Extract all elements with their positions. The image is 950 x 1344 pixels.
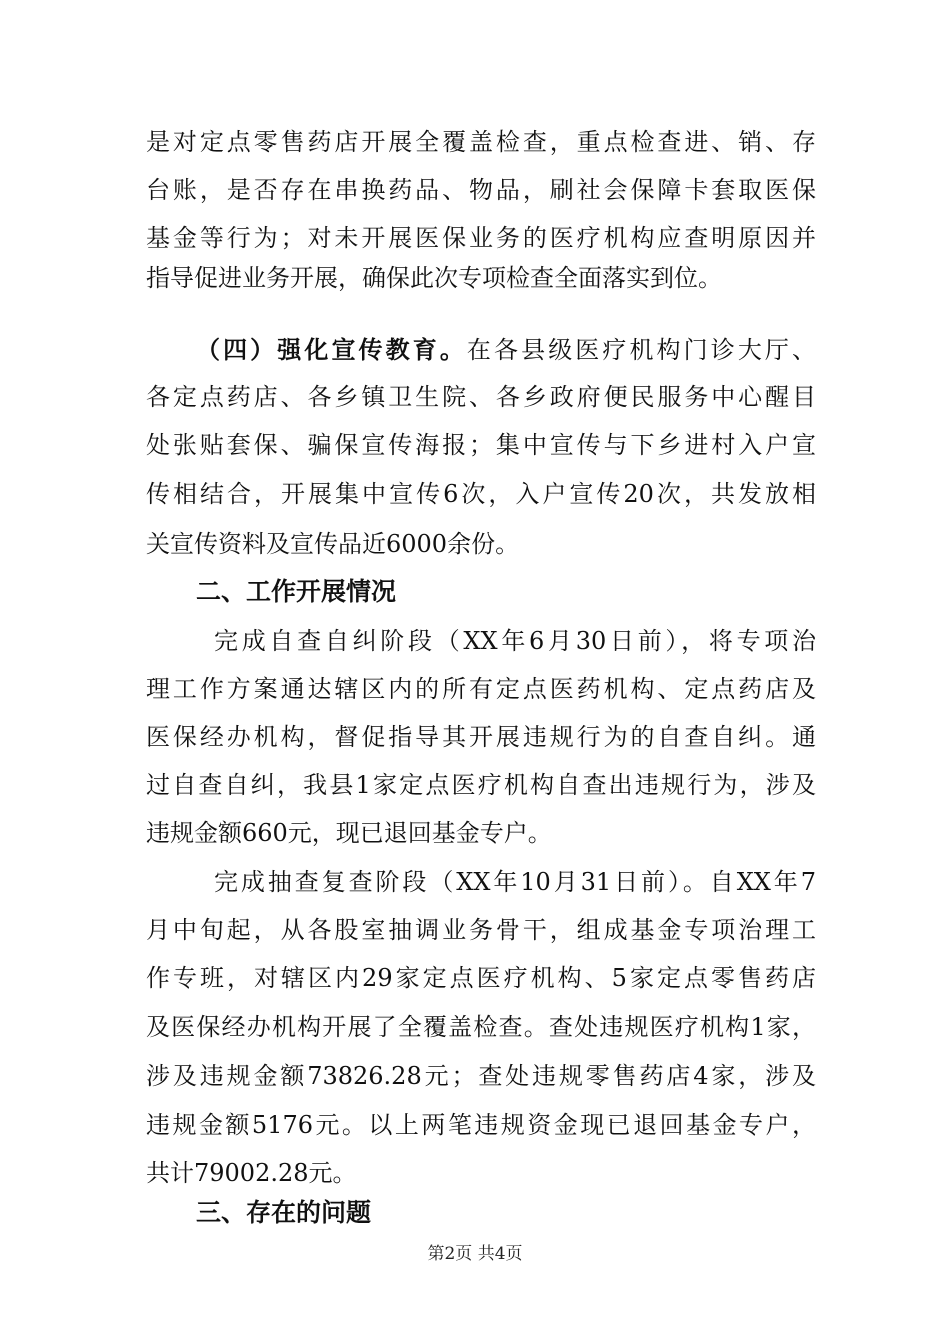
paragraph-line: 关宣传资料及宣传品近6000余份。 [146,530,520,558]
paragraph-line: 指导促进业务开展，确保此次专项检查全面落实到位。 [146,264,722,292]
paragraph-line: 各定点药店、各乡镇卫生院、各乡政府便民服务中心醒目 [146,383,816,411]
paragraph-line: 涉及违规金额73826.28元；查处违规零售药店4家，涉及 [146,1062,816,1090]
paragraph-line: 台账，是否存在串换药品、物品，刷社会保障卡套取医保 [146,176,816,204]
section-heading: 三、存在的问题 [196,1198,372,1227]
paragraph-line: 违规金额660元，现已退回基金专户。 [146,819,552,847]
paragraph-line: 月中旬起，从各股室抽调业务骨干，组成基金专项治理工 [146,916,816,944]
paragraph-line: 传相结合，开展集中宣传6次，入户宣传20次，共发放相 [146,480,816,508]
paragraph-line: 过自查自纠，我县1家定点医疗机构自查出违规行为，涉及 [146,771,816,799]
paragraph-line: 作专班，对辖区内29家定点医疗机构、5家定点零售药店 [146,964,816,992]
paragraph-line: 医保经办机构，督促指导其开展违规行为的自查自纠。通 [146,723,816,751]
section-subheading: （四）强化宣传教育。 [196,335,467,364]
paragraph-first-line [196,335,816,365]
paragraph-line: 共计79002.28元。 [146,1159,357,1187]
paragraph-line: 及医保经办机构开展了全覆盖检查。查处违规医疗机构1家， [146,1013,816,1041]
paragraph-first-line: 完成自查自纠阶段（XX年6月30日前），将专项治 [214,627,816,655]
page-number: 第2页 共4页 [427,1244,523,1264]
paragraph-line: 处张贴套保、骗保宣传海报；集中宣传与下乡进村入户宣 [146,431,816,459]
section-heading: 二、工作开展情况 [196,577,397,606]
paragraph-line: 基金等行为；对未开展医保业务的医疗机构应查明原因并 [146,224,816,252]
paragraph-line: 违规金额5176元。以上两笔违规资金现已退回基金专户， [146,1111,816,1139]
paragraph-text: 在各县级医疗机构门诊大厅、 [466,336,817,364]
paragraph-line: 是对定点零售药店开展全覆盖检查，重点检查进、销、存 [146,128,816,156]
paragraph-line: 理工作方案通达辖区内的所有定点医药机构、定点药店及 [146,675,816,703]
paragraph-first-line: 完成抽查复查阶段（XX年10月31日前）。自XX年7 [214,868,816,896]
